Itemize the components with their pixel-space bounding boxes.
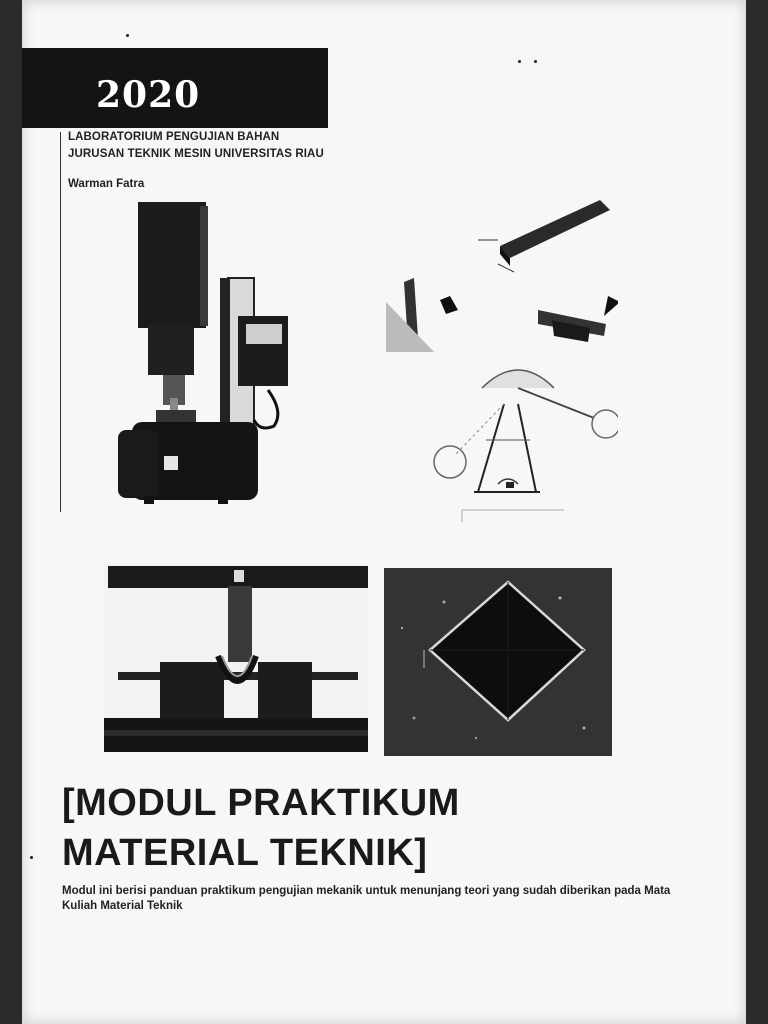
speck (126, 34, 129, 37)
module-title-line-2: MATERIAL TEKNIK] (62, 832, 428, 874)
cover-year: 2020 (96, 74, 201, 116)
bend-test-image (104, 564, 368, 752)
speck (518, 60, 521, 63)
module-title-line-1: [MODUL PRAKTIKUM (62, 782, 460, 824)
indentation-micrograph (384, 568, 612, 756)
cover-page (22, 0, 746, 1024)
hardness-machine-image (108, 200, 288, 508)
margin-rule (60, 132, 61, 512)
impact-test-diagram (378, 192, 618, 522)
speck (534, 60, 537, 63)
module-description: Modul ini berisi panduan praktikum pengujian mekanik untuk menunjang teori yang sudah diberikan pada Mata Kuliah Material Teknik (62, 885, 671, 912)
author-name: Warman Fatra (68, 178, 145, 190)
lab-name: LABORATORIUM PENGUJIAN BAHAN (68, 131, 280, 143)
department-name: JURUSAN TEKNIK MESIN UNIVERSITAS RIAU (68, 148, 324, 160)
speck (30, 856, 33, 859)
